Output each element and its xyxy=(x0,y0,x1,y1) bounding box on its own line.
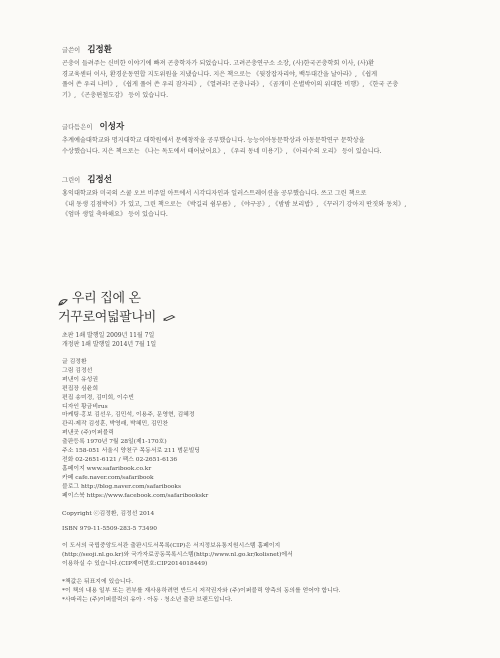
publication-dates xyxy=(62,332,156,349)
illustrator-line: 《내 동생 김점박이》가 있고, 그린 책으로는 《박길리 쉼부름》, 《야구공》, 《밤밤 보리밥》, 《꾸러기 강아지 딴짓와 동치》, xyxy=(62,200,407,208)
rewriter-line: 수상했습니다. 지은 책으로는 《나는 독도에서 태어났어요》, 《우리 동네 미용기》, 《아리수의 오리》 등이 있습니다. xyxy=(62,147,382,155)
rewriter-heading xyxy=(62,114,454,133)
credit-line: 편집 송미경, 김미희, 이수빈 xyxy=(62,394,134,401)
illustrator-role: 그린이 xyxy=(62,177,81,184)
credit-line: 주소 158-051 서울시 양천구 목동서로 211 범문빌딩 xyxy=(62,448,201,455)
cip-line: (http://seoji.nl.go.kr)와 국가자료공동목록시스템(http://www.nl.go.kr/kolisnet)에서 xyxy=(62,552,293,559)
rewriter-role: 글다듬은이 xyxy=(62,124,93,131)
cip-line: 이 도서의 국립중앙도서관 출판시도서목록(CIP)은 서지정보유통지원시스템 홈페이지 xyxy=(62,543,281,549)
credit-line: 홈페이지 www.safaribook.co.kr xyxy=(62,465,152,472)
author-heading xyxy=(62,37,454,56)
first-edition-date: 초판 1쇄 발행일 2009년 11월 7일 xyxy=(62,332,155,339)
credit-line: 디자인 황금비rus xyxy=(62,403,108,410)
credit-line: 글 김정환 xyxy=(62,359,87,365)
author-line: 경교육센터 이사, 환경운동연합 지도위원을 지냈습니다. 지은 책으로는 《뒷장잡자리야, 백두대간을 날아라》, 《쉽게 xyxy=(62,70,378,78)
illustrator-heading xyxy=(62,167,454,186)
title-text-1: 우리 집에 온 xyxy=(71,291,141,306)
rewriter-description xyxy=(62,136,454,157)
rewriter-name: 이성자 xyxy=(99,122,125,132)
title-line-2 xyxy=(58,308,258,327)
author-line: 기》, 《곤충편철도감》 등이 있습니다. xyxy=(62,91,169,99)
copyright-notice: Copyright ⓒ김정환, 김정선 2014 xyxy=(62,511,155,517)
title-text-2: 거꾸로여덟팔나비 xyxy=(58,310,157,325)
title-line-1 xyxy=(58,289,258,308)
credits-list xyxy=(62,358,362,501)
note-line: *이 책의 내용 일부 또는 전부를 재사용하려면 반드시 저작권자와 (주)이퍼블릭 양측의 동의를 얻어야 합니다. xyxy=(62,588,341,595)
credit-line: 페이스북 https://www.facebook.com/safaribookskr xyxy=(62,492,209,499)
illustrator-bio xyxy=(62,167,454,221)
illustrator-line: 홍익대학교와 미국의 스쿨 오브 비주얼 아트에서 시각디자인과 일러스트레이션을 공부했습니다. 쓰고 그린 책으로 xyxy=(62,190,367,197)
author-name: 김정환 xyxy=(87,45,112,55)
rewriter-bio xyxy=(62,114,454,157)
leaf-icon xyxy=(58,294,68,303)
rewriter-line: 추계예술대학교와 명지대학교 대학원에서 문예창작을 공부했습니다. 능능이아동문학상과 아동문학연구 문학상을 xyxy=(62,137,365,144)
credit-line: 카페 cafe.naver.com/safaribook xyxy=(62,474,154,481)
author-role: 글쓴이 xyxy=(62,47,81,54)
credit-line: 출판등록 1970년 7월 28일(제1-170호) xyxy=(62,439,167,446)
revised-edition-date: 개정판 1쇄 발행일 2014년 7월 1일 xyxy=(62,340,157,348)
author-bio xyxy=(62,37,454,101)
isbn: ISBN 979-11-5509-283-5 73490 xyxy=(62,526,158,532)
footnotes xyxy=(62,578,462,606)
credit-line: 마케팅·홍보 김선우, 김민석, 이용주, 문영현, 김혜정 xyxy=(62,412,195,419)
note-line: *책값은 뒤표지에 있습니다. xyxy=(62,579,134,585)
author-description xyxy=(62,59,454,101)
illustrator-line: 《엄마 생일 축하해요》 등이 있습니다. xyxy=(62,211,168,218)
pencil-icon xyxy=(163,308,176,327)
credit-line: 관리·제작 김성훈, 박영래, 박혜민, 김민찬 xyxy=(62,421,169,428)
credit-line: 그림 김정선 xyxy=(62,367,93,374)
cip-line: 이용하실 수 있습니다.(CIP제어번호:CIP2014018449) xyxy=(62,561,208,568)
note-line: *사파리는 (주)이퍼블릭의 유아 · 아동 · 청소년 출판 브랜드입니다. xyxy=(62,597,233,604)
illustrator-name: 김정선 xyxy=(87,175,112,185)
author-line: 풀어 쓴 우리 나비》, 《쉽게 풀어 쓴 우리 잠자리》, 《열려라! 곤충나라》, 《곰개미 은별박이의 위대한 비행》, 《한국 곤충 xyxy=(62,81,399,88)
book-title xyxy=(58,289,258,327)
credit-line: 블로그 http://blog.naver.com/safaribooks xyxy=(62,483,181,490)
author-line: 곤충이 들려주는 신비한 이야기에 빠져 곤충학자가 되었습니다. 고려곤충연구소 소장, (사)한국곤충학회 이사, (사)환 xyxy=(62,60,375,67)
illustrator-description xyxy=(62,189,454,221)
credit-line: 편집장 심윤희 xyxy=(62,385,99,392)
credit-line: 펴낸곳 (주)이퍼블릭 xyxy=(62,430,114,437)
cip-notice xyxy=(62,542,462,570)
credit-line: 펴낸이 유성권 xyxy=(62,376,99,383)
credit-line: 전화 02-2651-6121 / 팩스 02-2651-6136 xyxy=(62,456,178,463)
